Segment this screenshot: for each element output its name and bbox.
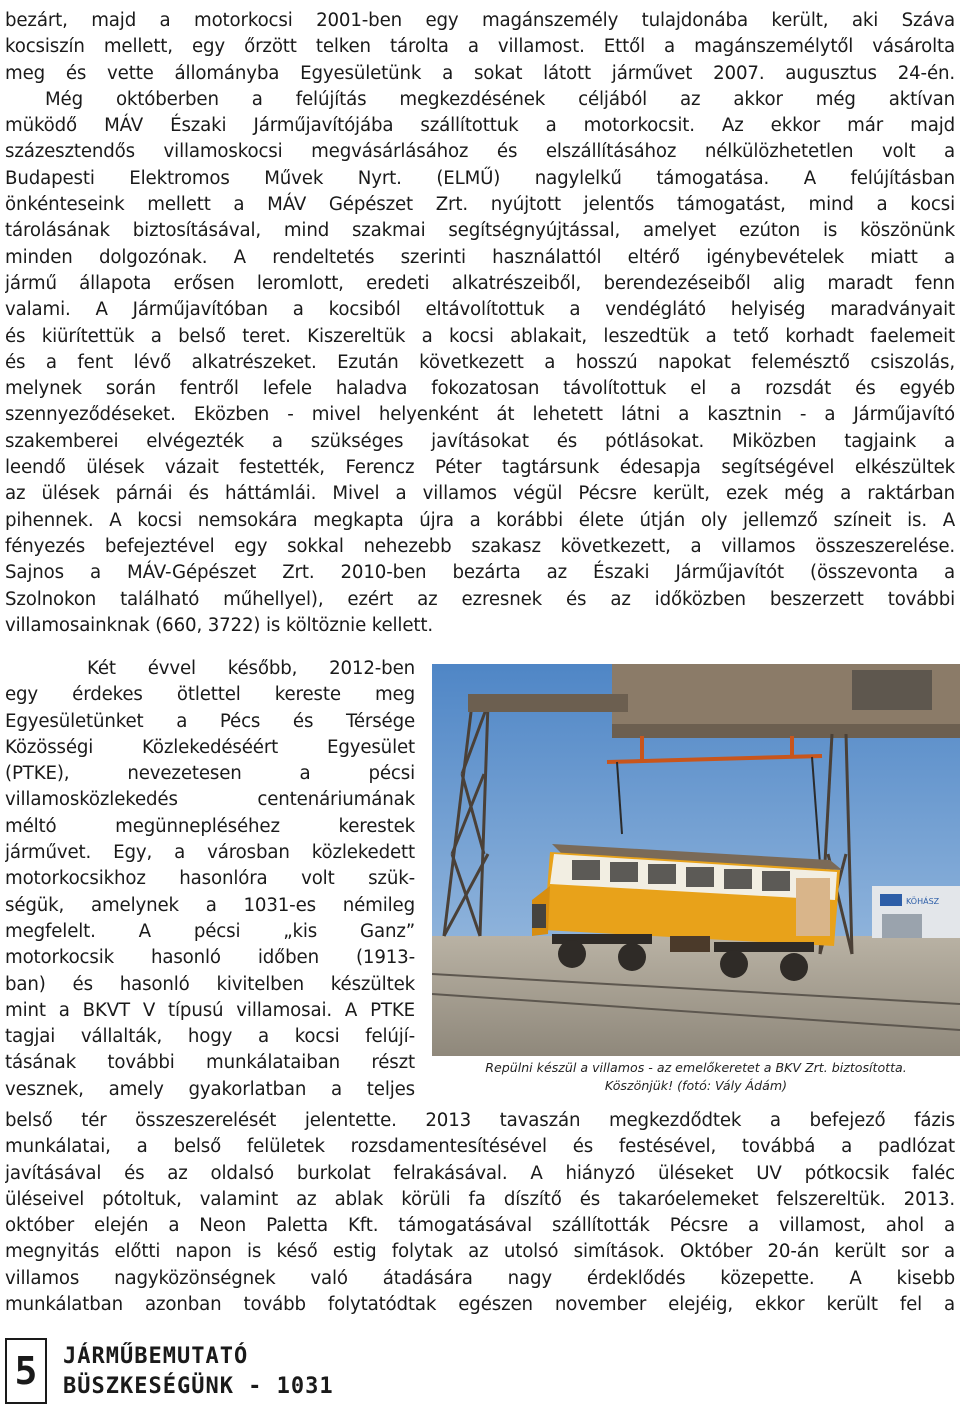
text-line: Két évvel később, 2012-ben [87,658,415,679]
text-line: megfelelt. A pécsi „kis Ganz” [5,920,415,942]
text-line: meg és vette állományba Egyesületünk a sokat látott járművet 2007. augusztus 24-én. [5,62,955,84]
text-line: Egyesületünket a Pécs és Térsége [5,710,415,732]
text-line: Sajnos a MÁV-Gépészet Zrt. 2010-ben bezárta az Északi Járműjavítót (összevonta a [5,562,955,584]
text-line: minden dolgozónak. A rendeltetés szerinti használattól eltérő igénybevételek miatt a [5,246,955,268]
text-line: belső tér összeszerelését jelentette. 2013 tavaszán megkezdődtek a befejező fázis [5,1110,955,1131]
text-line: Szolnokon található műhellyel), ezért az ezresnek és az időközben beszerzett további [5,588,955,610]
text-line: villamosközlekedés centenáriumának [5,789,415,811]
page-number: 5 [5,1338,47,1404]
text-line: valami. A Járműjavítóban a kocsiból eltávolítottuk a vendéglátó helyiség maradványait [5,299,955,321]
text-line: bezárt, majd a motorkocsi 2001-ben egy magánszemély tulajdonába került, aki Száva [5,10,955,31]
caption-line-1: Repülni készül a villamos - az emelőkeretet a BKV Zrt. biztosította. [485,1060,907,1075]
text-line: Még októberben a felújítás megkezdésének céljából az akkor még aktívan [45,88,955,110]
photo-caption [432,1059,960,1095]
text-line: és kiürítettük a belső teret. Kiszereltük a kocsi ablakait, leszedtük a tető korhadt faelemeit [5,325,955,347]
article [5,8,955,1316]
caption-line-2: Köszönjük! (fotó: Vály Ádám) [604,1078,788,1093]
text-line: tagjai vállalták, hogy a kocsi felújí- [5,1026,415,1048]
article-body-left-column [5,656,415,1103]
text-line: ségük, amelynek a 1031-es némileg [5,894,415,916]
text-line: szakemberei elvégezték a szükséges javításokat és pótlásokat. Miközben tagjaink a [5,430,955,452]
text-line: villamos nagyközönségnek való átadására nagy érdeklődés közepette. A kisebb [5,1267,955,1289]
text-line: tásának további munkálataiban részt [5,1052,415,1074]
text-line: szennyeződéseket. Eközben - mivel helyenként át lehetett látni a kasztnin - a Járműjavító [5,404,955,426]
text-line: megnyitás előtti napon is késő estig folytak az utolsó simítások. Október 20-án került sor a [5,1241,955,1263]
text-line: müködő MÁV Északi Járműjavítójába szállítottuk a motorkocsit. Az ekkor már majd [5,115,955,137]
text-line: kocsiszín mellett, egy őrzött telken tárolta a villamost. Ettől a magánszemélytől vásárolta [5,36,955,58]
ground [432,936,960,1056]
text-line: az ülések párnái és háttámlái. Mivel a villamos végül Pécsre került, ezek még a raktárban [5,483,955,505]
text-line: ban) és hasonló kivitelben készültek [5,973,415,995]
text-line: Budapesti Elektromos Művek Nyrt. (ELMŰ) nagylelkű támogatása. A felújításban [5,167,955,189]
tram-photo [432,664,960,1056]
text-line: önkénteseink mellett a MÁV Gépészet Zrt. nyújtott jelentős támogatást, mind a kocsi [5,194,955,216]
text-line: pihennek. A kocsi nemsokára megkapta újra a korábbi élete útján oly jellemző színeit is. A [5,509,955,531]
text-line: tárolásának biztosításával, mind szakmai segítségnyújtással, amelyet ezúton is köszönünk [5,220,955,242]
page-footer [5,1338,335,1406]
text-line: munkálatai, a belső felületek rozsdamentesítésével és festésével, továbbá a padlózat [5,1136,955,1158]
text-line: méltó megünnepléséhez kerestek [5,815,415,837]
text-line: üléseivel pótoltuk, valamint az ablak körüli fa díszítő és takaróelemeket felszereltük. 2013. [5,1188,955,1210]
building-sign: KÖHÁSZ [906,897,940,906]
text-line: jármű állapota erősen leromlott, eredeti alkatrészeiből, berendezéseiből alig maradt fenn [5,272,955,294]
text-line: motorkocsik hasonló időben (1913- [5,947,415,969]
text-line: vesznek, amely gyakorlatban a teljes [5,1078,415,1100]
article-body-bottom [5,1108,955,1318]
text-line: járművet. Egy, a városban közlekedett [5,842,415,864]
article-body-top [5,8,955,639]
text-line: egy érdekes ötlettel kereste meg [5,684,415,706]
text-line: munkálatban azonban tovább folytatódtak egészen november elejéig, ekkor került fel a [5,1294,955,1316]
text-line: október elején a Neon Paletta Kft. támogatásával szállították Pécsre a villamost, ahol a [5,1215,955,1237]
text-line: Közösségi Közlekedéséért Egyesület [5,736,415,758]
text-line: javításával és az oldalsó burkolat felrakásával. A hiányzó üléseket UV pótkocsik faléc [5,1162,955,1184]
text-line: melynek során fentről lefele haladva fokozatosan távolítottuk el a rozsdát és egyéb [5,378,955,400]
text-line: fényezés befejeztével egy sokkal nehezebb szakasz következett, a villamos összeszerelése. [5,535,955,557]
section-subtitle: BÜSZKESÉGÜNK - 1031 [63,1374,334,1399]
text-line: százesztendős villamoskocsi megvásárlásához és elszállításához nélkülözhetetlen volt a [5,141,955,163]
section-title: JÁRMŰBEMUTATÓ [63,1344,249,1369]
text-line: villamosainknak (660, 3722) is költöznie kellett. [5,614,433,636]
text-line: leendő ülések vázait festették, Ferencz Péter tagtársunk édesapja segítségével elkészültek [5,457,955,479]
text-line: motorkocsikhoz hasonlóra volt szük- [5,868,415,890]
text-line: és a fent lévő alkatrészeket. Ezután következett a hosszú napokat felemésztő csiszolás, [5,351,955,373]
text-line: (PTKE), nevezetesen a pécsi [5,763,415,785]
text-line: mint a BKVT V típusú villamosai. A PTKE [5,999,415,1021]
